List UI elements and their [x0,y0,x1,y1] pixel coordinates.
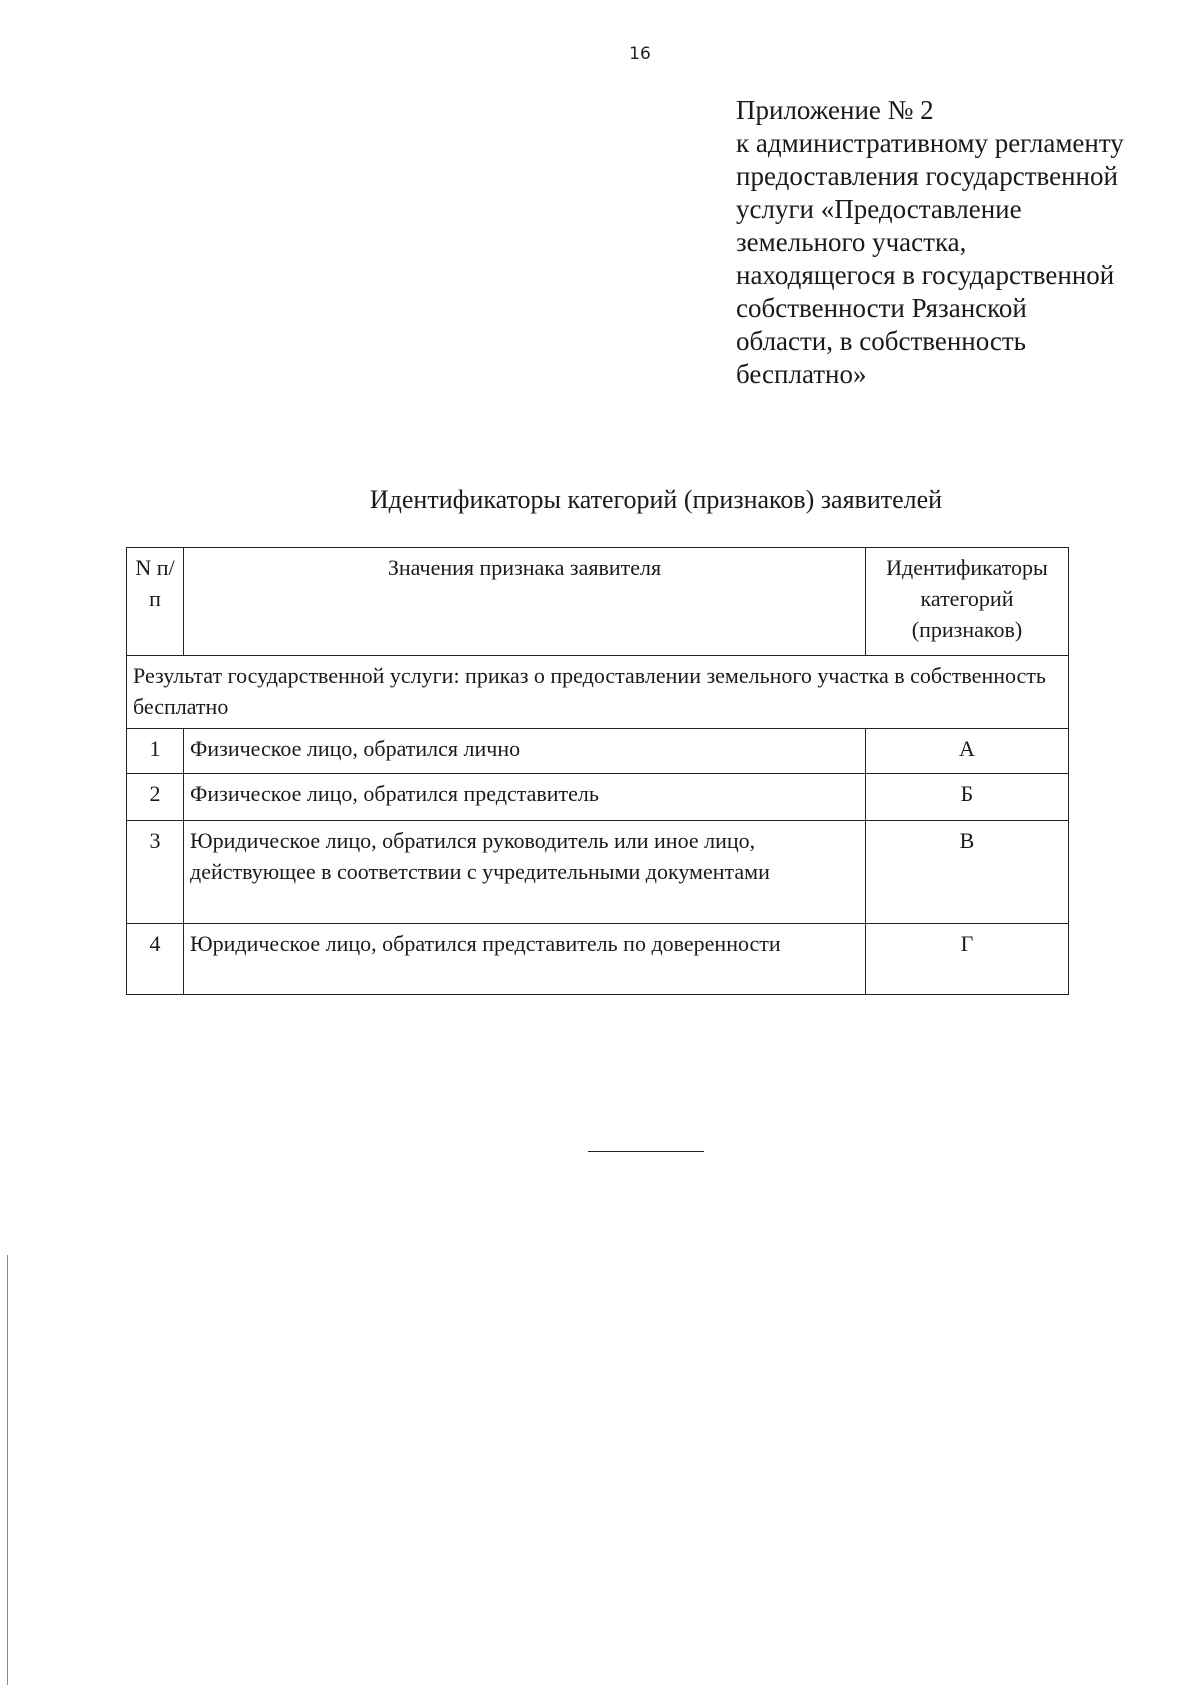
result-row [127,656,1069,729]
appendix-line: собственности Рязанской [736,293,1027,323]
appendix-line: Приложение № 2 [736,95,934,125]
appendix-line: бесплатно» [736,359,867,389]
appendix-line: услуги «Предоставление [736,194,1022,224]
row-value: Физическое лицо, обратился представитель [184,774,866,821]
document-title: Идентификаторы категорий (признаков) заявителей [369,485,943,514]
row-value: Юридическое лицо, обратился представитель по доверенности [184,924,866,995]
row-value: Юридическое лицо, обратился руководитель или иное лицо, действующее в соответствии с учредительными документами [184,821,866,924]
table-row [127,774,1069,821]
page-number: 16 [629,44,651,64]
row-number: 2 [127,774,184,821]
table-row [127,821,1069,924]
table-row [127,924,1069,995]
appendix-line: к административному регламенту [736,128,1124,158]
row-identifier: Г [866,924,1069,995]
identifiers-table [126,547,1069,995]
header-value: Значения признака заявителя [184,548,866,656]
table-header-row [127,548,1069,656]
appendix-line: области, в собственность [736,326,1026,356]
scan-margin-line [7,1255,8,1685]
header-identifier: Идентификаторы категорий (признаков) [866,548,1069,656]
appendix-line: находящегося в государственной [736,260,1115,290]
row-identifier: В [866,821,1069,924]
row-identifier: Б [866,774,1069,821]
result-cell: Результат государственной услуги: приказ о предоставлении земельного участка в собственность бесплатно [127,656,1069,729]
appendix-header [736,94,1156,391]
row-value: Физическое лицо, обратился лично [184,729,866,774]
row-number: 4 [127,924,184,995]
end-divider [588,1151,704,1152]
row-number: 1 [127,729,184,774]
appendix-line: предоставления государственной [736,161,1118,191]
row-number: 3 [127,821,184,924]
header-number: N п/п [127,548,184,656]
appendix-line: земельного участка, [736,227,967,257]
row-identifier: А [866,729,1069,774]
table-row [127,729,1069,774]
